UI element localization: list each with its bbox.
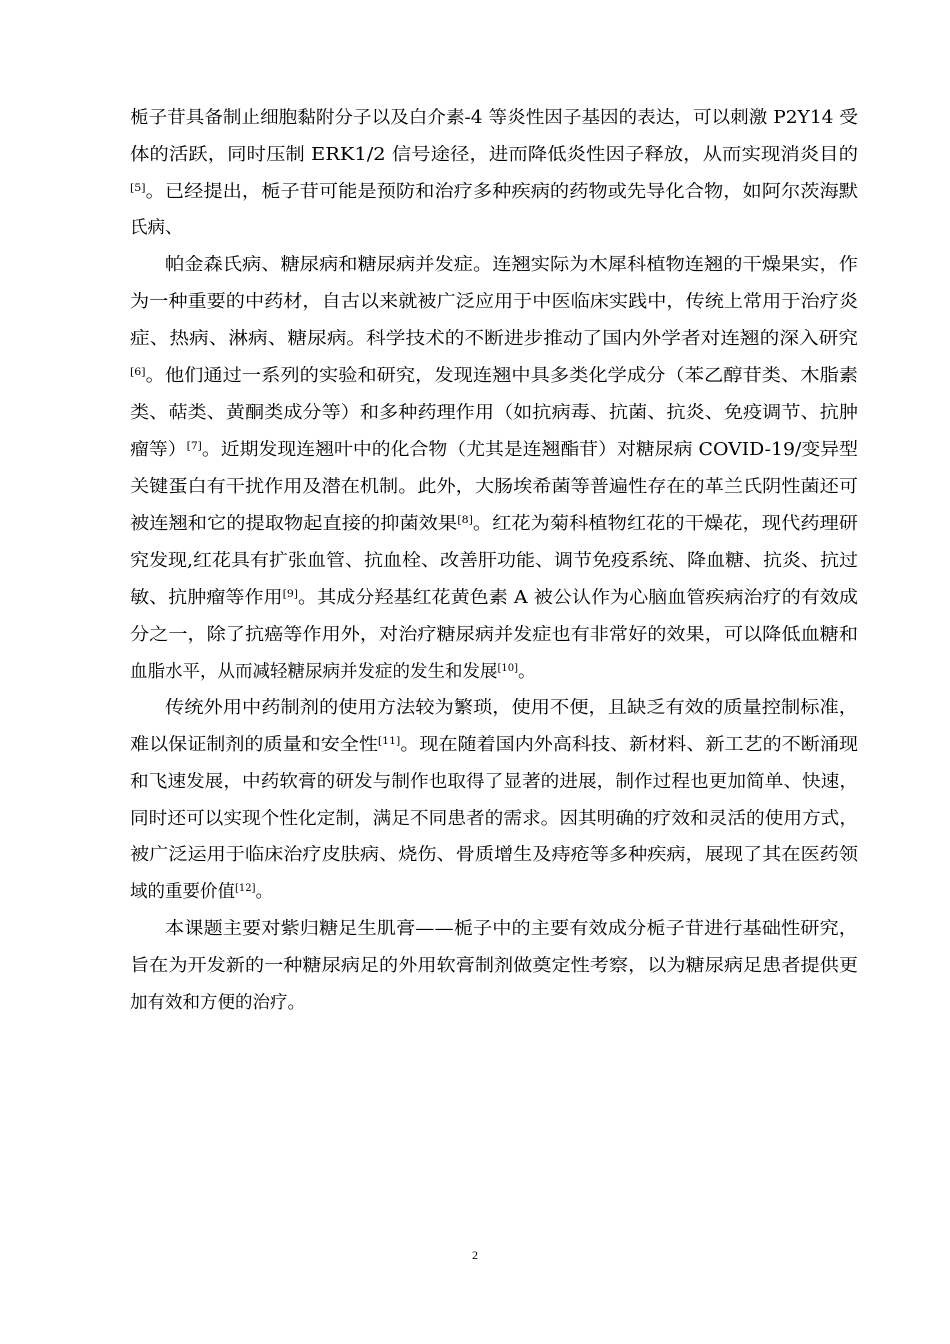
- text-line-content: [130, 617, 858, 653]
- text-line: [0, 284, 950, 320]
- text-line-content: [130, 764, 858, 800]
- text-run: 旨在为开发新的一种糖尿病足的外用软膏制剂做奠定性考察，以为糖尿病足患者提供更: [130, 956, 858, 976]
- text-run: 传统外用中药制剂的使用方法较为繁琐，使用不便，且缺乏有效的质量控制标准，: [165, 698, 858, 718]
- citation-ref: [5]: [130, 183, 146, 194]
- text-run: 分之一，除了抗癌等作用外，对治疗糖尿病并发症也有非常好的效果，可以降低血糖和: [130, 625, 858, 645]
- text-line-content: [130, 727, 858, 763]
- text-run: 瘤等）: [130, 440, 187, 460]
- text-line-content: [130, 543, 858, 579]
- text-run: 。红花为菊科植物红花的干燥花，现代药理研: [472, 514, 858, 534]
- text-line-content: [130, 137, 858, 173]
- text-line-content: [130, 284, 858, 320]
- citation-ref: [12]: [235, 883, 256, 894]
- text-line-content: [130, 358, 858, 394]
- text-run: 。: [255, 882, 274, 902]
- citation-ref: [10]: [497, 663, 519, 674]
- text-run: 为一种重要的中药材，自古以来就被广泛应用于中医临床实践中，传统上常用于治疗炎: [130, 292, 858, 312]
- text-line: [0, 137, 950, 173]
- text-line: [0, 395, 950, 431]
- text-line-content: [165, 911, 858, 947]
- text-line-content: [130, 837, 858, 873]
- text-run: 被连翘和它的提取物起直接的抑菌效果: [130, 514, 458, 534]
- text-run: 敏、抗肿瘤等作用: [130, 588, 283, 608]
- text-line: [0, 100, 950, 136]
- text-run: 帕金森氏病、糖尿病和糖尿病并发症。连翘实际为木犀科植物连翘的干燥果实，作: [165, 255, 858, 275]
- text-line: [0, 247, 950, 283]
- text-line: [0, 174, 950, 210]
- citation-ref: [7]: [186, 441, 202, 452]
- text-run: 。其成分羟基红花黄色素 A 被公认作为心脑血管疾病治疗的有效成: [298, 588, 858, 608]
- text-line-content: [130, 469, 858, 505]
- text-run: 同时还可以实现个性化定制，满足不同患者的需求。因其明确的疗效和灵活的使用方式，: [130, 809, 859, 829]
- text-line: [0, 210, 950, 246]
- citation-ref: [9]: [282, 589, 299, 600]
- text-run: 氏病、: [130, 218, 183, 238]
- text-line-content: [130, 874, 273, 910]
- text-run: 难以保证制剂的质量和安全性: [130, 735, 378, 755]
- text-line-content: [165, 690, 858, 726]
- text-run: 被广泛运用于临床治疗皮肤病、烧伤、骨质增生及痔疮等多种疾病，展现了其在医药领: [130, 845, 858, 865]
- text-line: [0, 543, 950, 579]
- text-line-content: [130, 580, 858, 616]
- text-run: 加有效和方便的治疗。: [130, 993, 305, 1013]
- text-run: 。现在随着国内外高科技、新材料、新工艺的不断涌现: [400, 735, 859, 755]
- text-line: [0, 506, 950, 542]
- text-run: 。已经提出，栀子苷可能是预防和治疗多种疾病的药物或先导化合物，如阿尔茨海默: [145, 182, 858, 202]
- text-line-content: [130, 395, 858, 431]
- text-line-content: [130, 654, 536, 690]
- text-run: 域的重要价值: [130, 882, 235, 902]
- text-line: [0, 948, 950, 984]
- text-line: [0, 432, 950, 468]
- text-line: [0, 654, 950, 690]
- text-run: 关键蛋白有干扰作用及潜在机制。此外，大肠埃希菌等普遍性存在的革兰氏阴性菌还可: [130, 477, 858, 497]
- text-line: [0, 837, 950, 873]
- citation-ref: [6]: [130, 367, 146, 378]
- citation-ref: [8]: [457, 515, 473, 526]
- text-line: [0, 985, 950, 1021]
- text-line-content: [130, 985, 305, 1021]
- text-line: [0, 764, 950, 800]
- text-line: [0, 727, 950, 763]
- citation-ref: [11]: [377, 736, 401, 747]
- text-run: 体的活跃，同时压制 ERK1/2 信号途径，进而降低炎性因子释放，从而实现消炎目的: [130, 145, 859, 165]
- text-run: 。: [518, 662, 536, 682]
- text-line: [0, 469, 950, 505]
- text-line: [0, 911, 950, 947]
- text-run: 究发现,红花具有扩张血管、抗血栓、改善肝功能、调节免疫系统、降血糖、抗炎、抗过: [130, 551, 859, 571]
- text-line-content: [130, 100, 858, 136]
- text-run: 本课题主要对紫归糖足生肌膏——栀子中的主要有效成分栀子苷进行基础性研究，: [165, 919, 858, 939]
- text-line: [0, 617, 950, 653]
- text-line-content: [130, 506, 858, 542]
- text-line-content: [130, 801, 858, 837]
- text-line: [0, 690, 950, 726]
- text-run: 栀子苷具备制止细胞黏附分子以及白介素-4 等炎性因子基因的表达，可以刺激 P2Y14 受: [130, 108, 858, 128]
- text-line-content: [130, 174, 858, 210]
- text-line: [0, 874, 950, 910]
- text-line: [0, 321, 950, 357]
- text-line: [0, 580, 950, 616]
- page-number: 2: [472, 1248, 478, 1262]
- text-line-content: [130, 948, 858, 984]
- text-line-content: [130, 210, 183, 246]
- text-line-content: [130, 321, 858, 357]
- text-run: 类、萜类、黄酮类成分等）和多种药理作用（如抗病毒、抗菌、抗炎、免疫调节、抗肿: [130, 403, 858, 423]
- text-run: 和飞速发展，中药软膏的研发与制作也取得了显著的进展，制作过程也更加简单、快速，: [130, 772, 859, 792]
- text-run: 。近期发现连翘叶中的化合物（尤其是连翘酯苷）对糖尿病 COVID-19/变异型: [201, 440, 859, 460]
- text-line: [0, 801, 950, 837]
- text-line: [0, 358, 950, 394]
- text-line-content: [165, 247, 858, 283]
- text-run: 血脂水平，从而减轻糖尿病并发症的发生和发展: [130, 662, 498, 682]
- text-run: 症、热病、淋病、糖尿病。科学技术的不断进步推动了国内外学者对连翘的深入研究: [130, 329, 858, 349]
- text-run: 。他们通过一系列的实验和研究，发现连翘中具多类化学成分（苯乙醇苷类、木脂素: [145, 366, 858, 386]
- text-line-content: [130, 432, 858, 468]
